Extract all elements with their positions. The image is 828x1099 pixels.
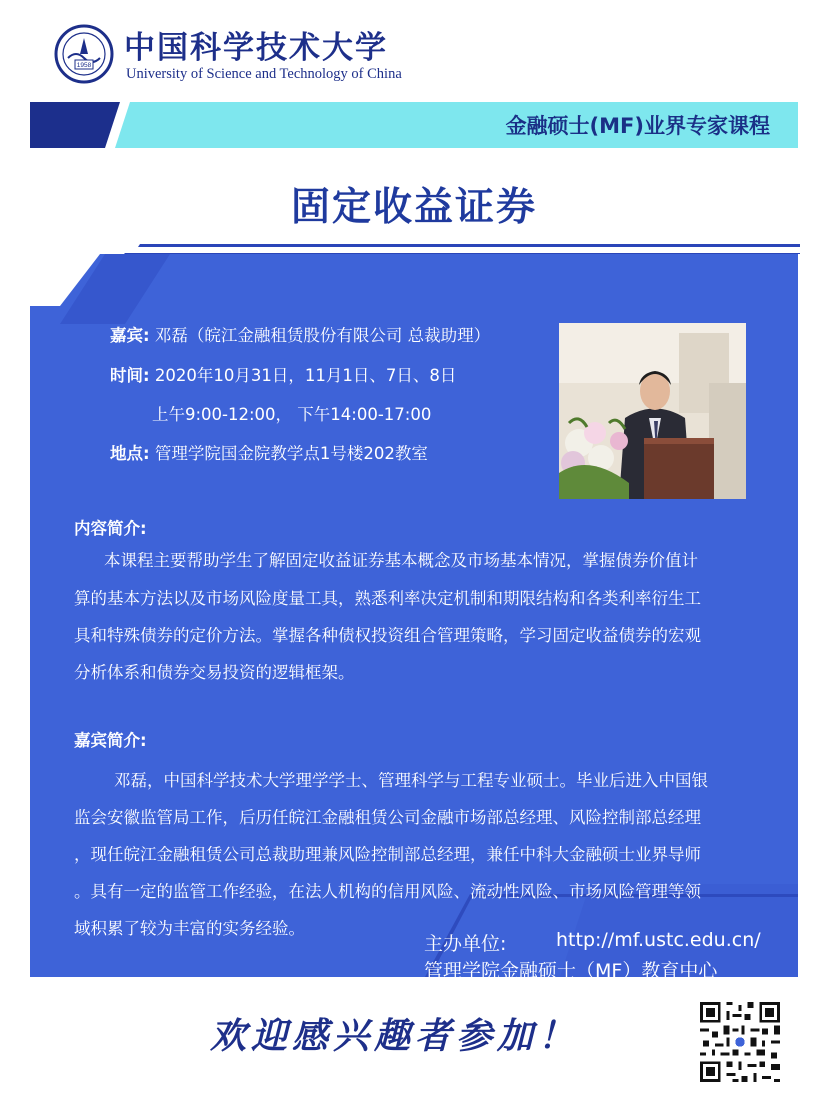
guest-label: 嘉宾: [110,326,150,345]
course-title: 固定收益证券 [290,185,537,230]
seal-year: 1958 [76,62,92,69]
guest-intro-line: 监会安徽监管局工作，后历任皖江金融租赁公司金融市场部总经理、风险控制部总经理 [74,808,701,827]
content-intro-line: 具和特殊债券的定价方法。掌握各种债权投资组合管理策略，学习固定收益债券的宏观 [74,626,701,645]
guest-intro-line: 邓磊，中国科学技术大学理学学士、管理科学与工程专业硕士。毕业后进入中国银 [114,771,708,790]
content-intro-line: 分析体系和债券交易投资的逻辑框架。 [74,663,355,682]
content-intro-line: 算的基本方法以及市场风险度量工具，熟悉利率决定机制和期限结构和各类利率衍生工 [74,589,701,608]
time-value: 2020年10月31日，11月1日、7日、8日 [154,366,457,385]
university-name-cn: 中国科学技术大学 [124,30,388,66]
time-row-2 [152,401,431,425]
time-label: 时间: [110,366,150,385]
guest-intro-line: ，现任皖江金融租赁公司总裁助理兼风险控制部总经理，兼任中科大金融硕士业界导师 [74,845,701,864]
host-url-link[interactable]: http://mf.ustc.edu.cn/ [556,929,761,951]
content-intro-line: 本课程主要帮助学生了解固定收益证券基本概念及市场基本情况，掌握债券价值计 [104,551,698,570]
welcome-slogan: 欢迎感兴趣者参加！ [210,1015,580,1057]
guest-row [110,322,490,346]
program-title: 金融硕士(MF)业界专家课程 [505,114,770,138]
venue-label: 地点: [110,444,150,463]
content-intro-heading: 内容简介: [74,519,147,538]
speaker-photo [559,323,746,499]
time-value-2: 上午9:00-12:00， 下午14:00-17:00 [152,405,432,424]
university-name-en: University of Science and Technology of China [126,66,402,82]
time-row [110,362,456,386]
guest-intro-line: 域积累了较为丰富的实务经验。 [74,919,305,938]
university-seal-logo [54,24,114,84]
venue-row [110,440,428,464]
guest-intro-heading: 嘉宾简介: [74,731,147,750]
guest-value: 邓磊（皖江金融租赁股份有限公司 总裁助理） [154,326,491,345]
guest-intro-line: 。具有一定的监管工作经验，在法人机构的信用风险、流动性风险、市场风险管理等领 [74,882,701,901]
host-organization: 管理学院金融硕士（MF）教育中心 [424,960,718,982]
venue-value: 管理学院国金院教学点1号楼202教室 [154,444,428,463]
qr-code-icon [697,999,783,1085]
host-label: 主办单位: [424,933,507,955]
